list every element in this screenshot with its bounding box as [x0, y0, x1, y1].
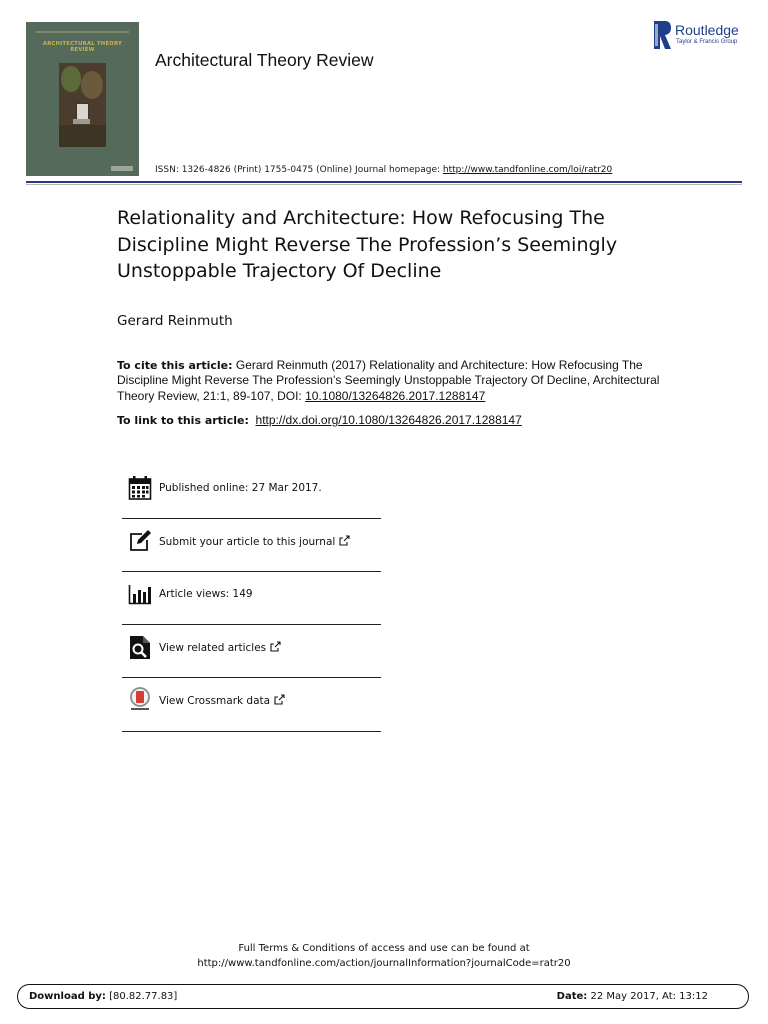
- citation-text: Gerard Reinmuth (2017) Relationality and Architecture: How Refocusing The Discipline Might Reverse The Profession’s Seemingly Unstoppable Trajectory Of Decline, Architectural Theory Review, 21:1, 89-107, DOI:: [117, 358, 660, 403]
- cover-sculpture: [76, 103, 89, 120]
- info-row-crossmark[interactable]: [122, 678, 381, 732]
- publisher-logo: [654, 21, 750, 51]
- doi-link[interactable]: 10.1080/13264826.2017.1288147: [305, 388, 486, 403]
- edit-icon: [128, 528, 152, 554]
- article-title: Relationality and Architecture: How Refocusing The Discipline Might Reverse The Profession’s Seemingly Unstoppable Trajectory Of Decline: [117, 207, 618, 282]
- header-divider-shadow: [26, 184, 742, 185]
- external-link-icon: [270, 641, 281, 652]
- terms-url[interactable]: http://www.tandfonline.com/action/journalInformation?journalCode=ratr20: [197, 958, 571, 969]
- routledge-r-icon: [654, 21, 671, 49]
- cover-title: ARCHITECTURAL THEORY REVIEW: [42, 41, 123, 53]
- cover-topline: [36, 31, 129, 33]
- publisher-subtitle: Taylor & Francis Group: [676, 39, 738, 45]
- journal-cover: [26, 22, 139, 176]
- link-label: To link to this article:: [117, 414, 249, 427]
- submit-article-link[interactable]: [159, 535, 350, 548]
- publisher-name: Routledge: [675, 22, 739, 38]
- cover-tree: [61, 66, 81, 92]
- submit-article-label: Submit your article to this journal: [159, 536, 336, 548]
- download-by: [29, 991, 177, 1002]
- related-articles-label: View related articles: [159, 642, 267, 654]
- info-row-views: [122, 572, 381, 625]
- article-info-list: [122, 466, 381, 732]
- header-divider: [26, 181, 742, 183]
- download-value: [80.82.77.83]: [109, 991, 178, 1002]
- bar-chart-icon: [128, 581, 152, 607]
- article-author: Gerard Reinmuth: [117, 313, 233, 329]
- cover-tree: [81, 71, 103, 99]
- related-articles-link[interactable]: [159, 641, 281, 654]
- info-row-submit[interactable]: [122, 519, 381, 572]
- article-link-line: [117, 413, 522, 427]
- search-document-icon: [128, 634, 152, 660]
- article-views: Article views: 149: [159, 588, 253, 600]
- citation-label: To cite this article:: [117, 359, 233, 372]
- date-value: 22 May 2017, At: 13:12: [590, 991, 708, 1002]
- date-label: Date:: [556, 991, 588, 1002]
- terms-line: Full Terms & Conditions of access and use can be found at: [238, 943, 530, 954]
- info-row-published: [122, 466, 381, 519]
- cover-ground: [59, 125, 106, 147]
- download-date: [557, 991, 708, 1002]
- external-link-icon: [339, 535, 350, 546]
- issn-line: [155, 165, 612, 175]
- published-date: Published online: 27 Mar 2017.: [159, 482, 322, 494]
- download-label: Download by:: [29, 991, 106, 1002]
- crossmark-icon: [128, 687, 152, 713]
- cover-publisher-logo: [111, 166, 133, 171]
- crossmark-label: View Crossmark data: [159, 695, 271, 707]
- external-link-icon: [274, 694, 285, 705]
- download-info-bar: [17, 984, 749, 1009]
- calendar-icon: [128, 475, 152, 501]
- cover-plinth: [73, 119, 90, 124]
- journal-homepage-link[interactable]: http://www.tandfonline.com/loi/ratr20: [442, 165, 613, 175]
- issn-text: ISSN: 1326-4826 (Print) 1755-0475 (Online) Journal homepage:: [155, 165, 443, 175]
- article-doi-url[interactable]: http://dx.doi.org/10.1080/13264826.2017.1288147: [255, 413, 522, 427]
- crossmark-link[interactable]: [159, 694, 285, 707]
- terms-footer: [0, 941, 768, 971]
- info-row-related[interactable]: [122, 625, 381, 678]
- journal-title: Architectural Theory Review: [155, 50, 374, 70]
- cover-photo: [59, 63, 106, 147]
- citation-block: [117, 358, 677, 404]
